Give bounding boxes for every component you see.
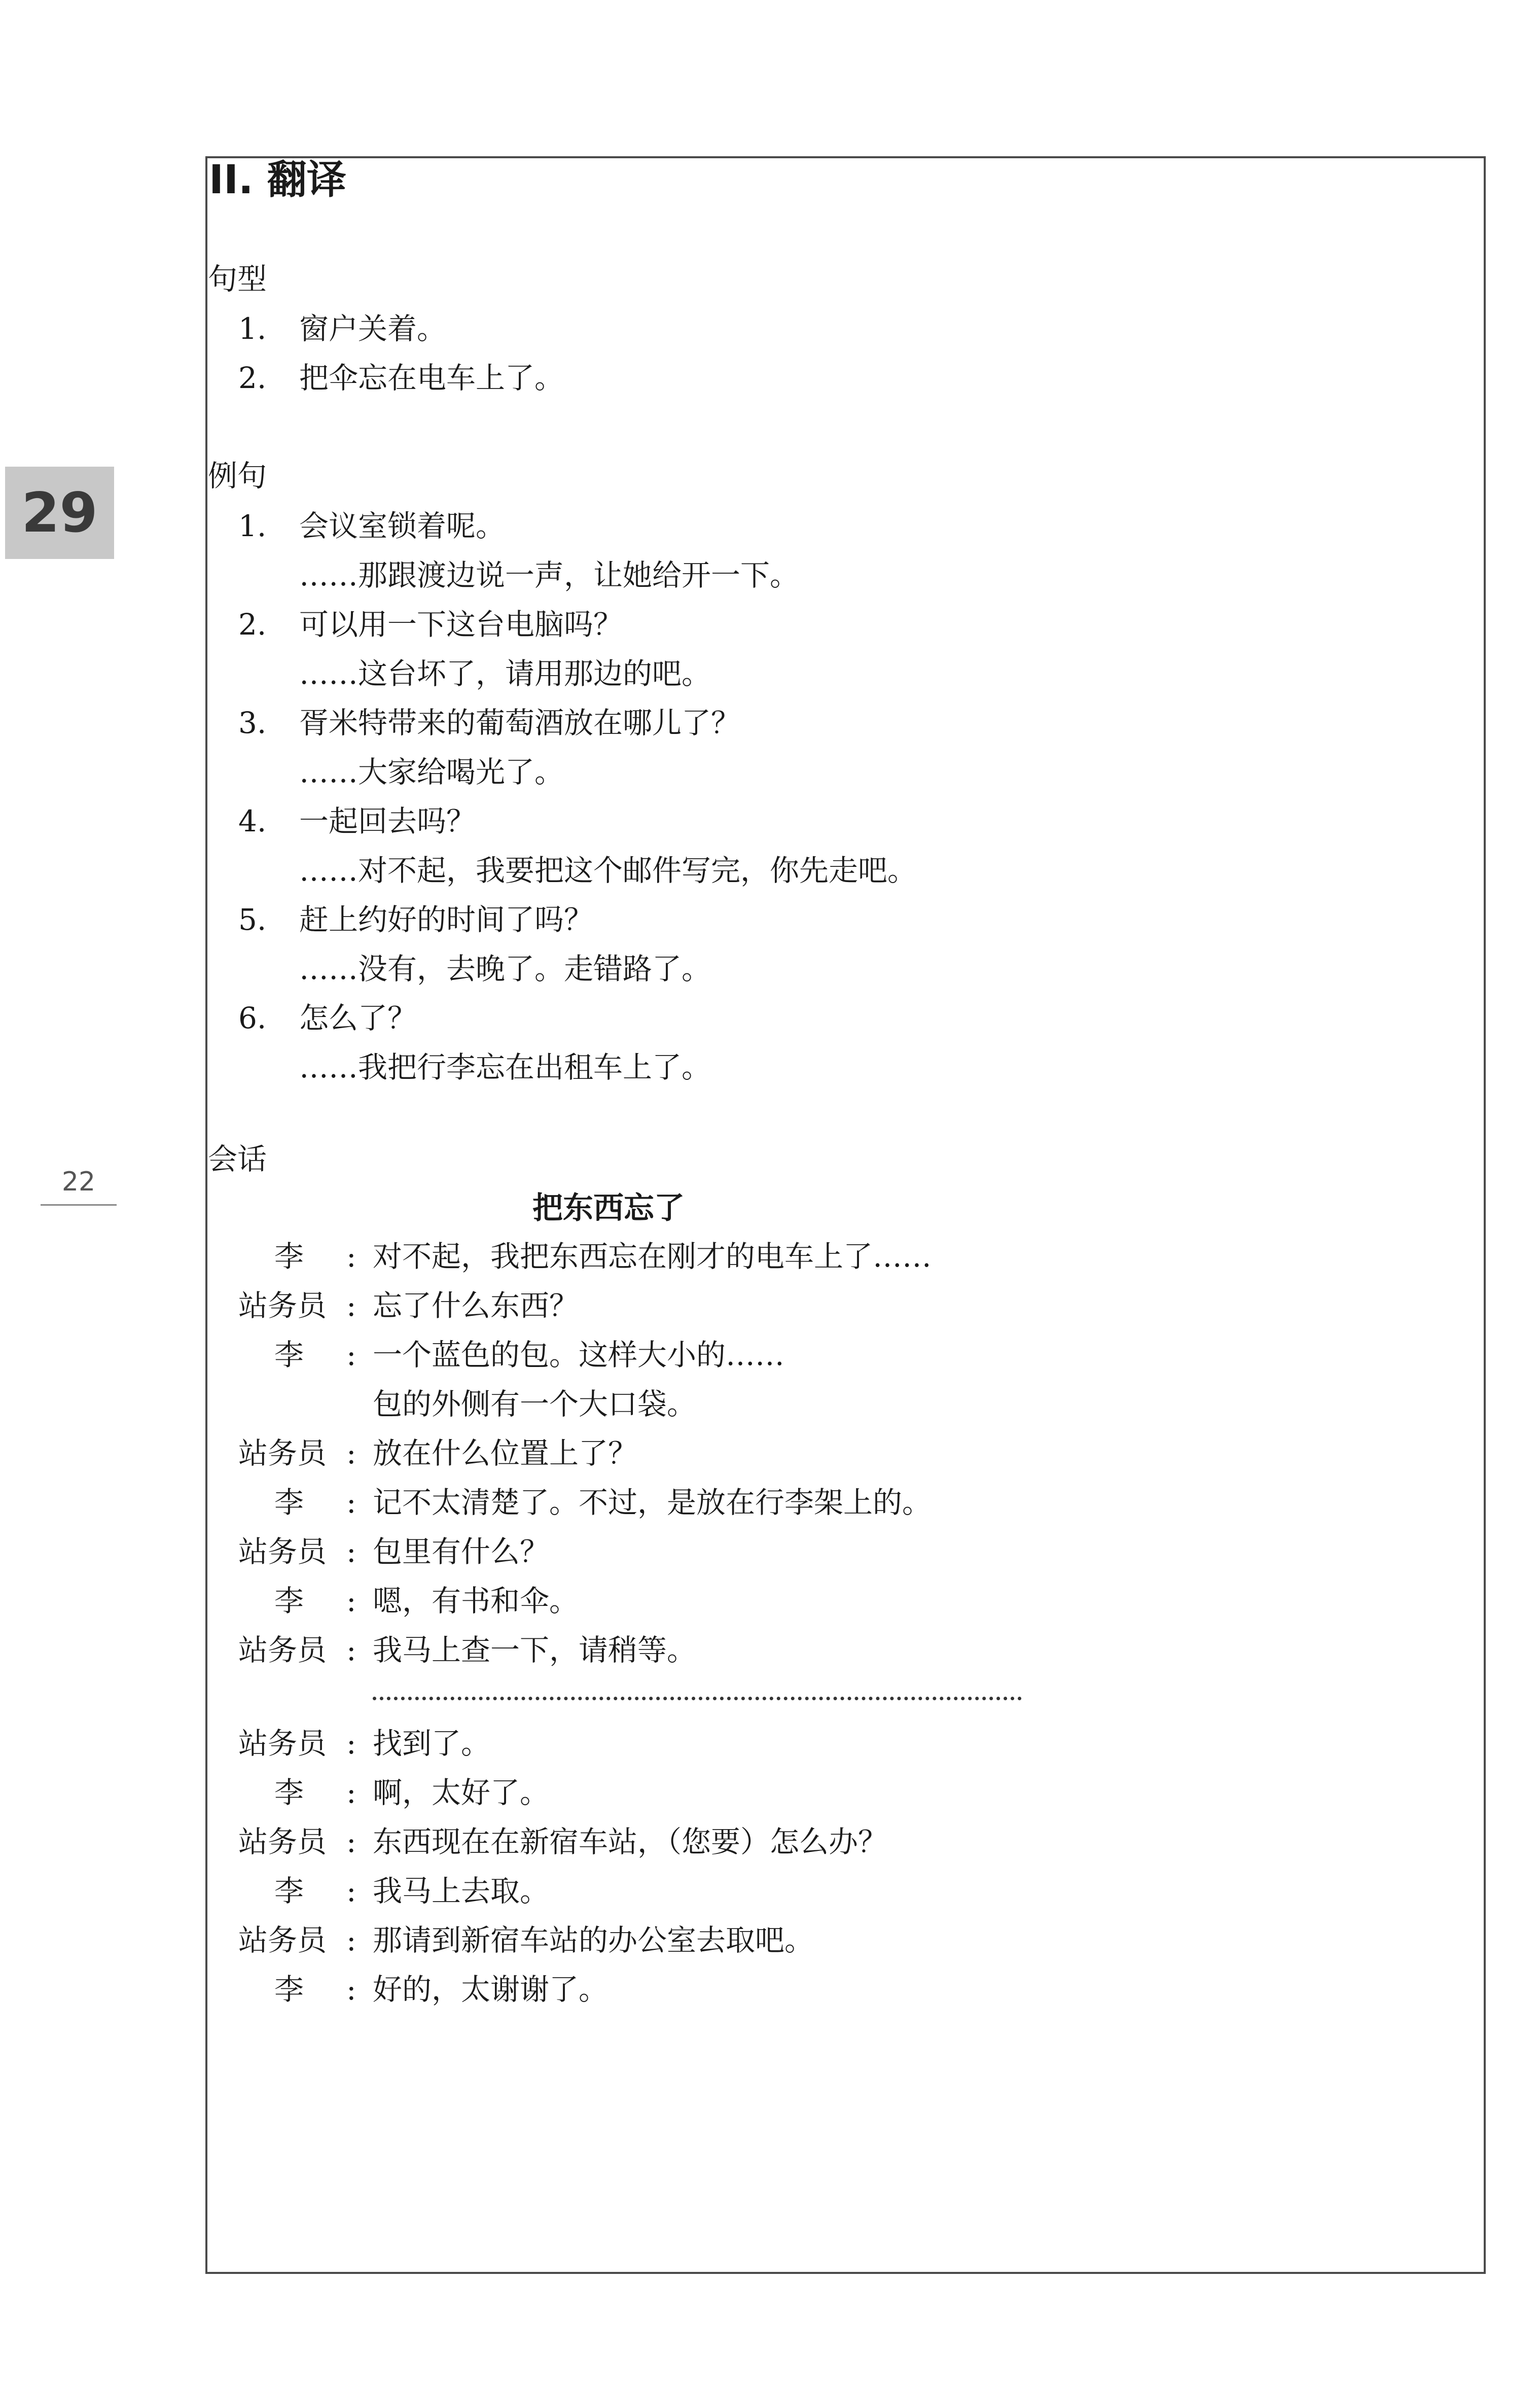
- dialogue-line: 我马上去取。: [373, 1874, 550, 1908]
- example-question: 可以用一下这台电脑吗？: [299, 607, 623, 642]
- speaker-name: 站务员: [238, 1726, 327, 1761]
- speaker-colon: :: [346, 1288, 356, 1323]
- example-number: 2.: [238, 607, 267, 642]
- pattern-number: 2.: [238, 361, 267, 395]
- speaker-name: 李: [274, 1338, 304, 1372]
- speaker-name: 李: [274, 1775, 304, 1810]
- speaker-colon: :: [346, 1726, 356, 1761]
- pattern-sentence: 把伞忘在电车上了。: [299, 361, 564, 395]
- example-answer: ……这台坏了，请用那边的吧。: [299, 656, 711, 691]
- dialogue-line: 放在什么位置上了？: [373, 1436, 638, 1470]
- dialogue-line: 那请到新宿车站的办公室去取吧。: [373, 1923, 814, 1957]
- section-title: II. 翻译: [209, 157, 346, 203]
- speaker-colon: :: [346, 1972, 356, 2007]
- speaker-name: 站务员: [238, 1633, 327, 1667]
- speaker-colon: :: [346, 1825, 356, 1859]
- dialogue-line: 嗯，有书和伞。: [373, 1584, 579, 1618]
- patterns-heading: 句型: [208, 262, 267, 296]
- speaker-name: 站务员: [238, 1534, 327, 1569]
- example-number: 6.: [238, 1001, 267, 1035]
- speaker-name: 站务员: [238, 1436, 327, 1470]
- dialogue-line: 一个蓝色的包。这样大小的……: [373, 1338, 785, 1372]
- speaker-name: 站务员: [238, 1825, 327, 1859]
- speaker-name: 李: [274, 1972, 304, 2007]
- speaker-colon: :: [346, 1584, 356, 1618]
- example-answer: ……我把行李忘在出租车上了。: [299, 1050, 711, 1084]
- speaker-colon: :: [346, 1239, 356, 1274]
- example-number: 5.: [238, 902, 267, 937]
- speaker-colon: :: [346, 1874, 356, 1908]
- dialogue-line: 啊，太好了。: [373, 1775, 550, 1810]
- example-number: 4.: [238, 804, 267, 838]
- example-question: 赶上约好的时间了吗？: [299, 902, 594, 937]
- dialogue-line: 我马上查一下，请稍等。: [373, 1633, 697, 1667]
- conversation-heading: 会话: [208, 1142, 267, 1176]
- pattern-number: 1.: [238, 311, 267, 346]
- speaker-colon: :: [346, 1775, 356, 1810]
- example-answer: ……那跟渡边说一声，让她给开一下。: [299, 558, 800, 592]
- example-answer: ……对不起，我要把这个邮件写完，你先走吧。: [299, 853, 917, 888]
- speaker-name: 李: [274, 1239, 304, 1274]
- example-question: 胥米特带来的葡萄酒放在哪儿了？: [299, 706, 741, 740]
- example-question: 一起回去吗？: [299, 804, 476, 838]
- speaker-colon: :: [346, 1923, 356, 1957]
- speaker-name: 李: [274, 1874, 304, 1908]
- dialogue-line: 东西现在在新宿车站，（您要）怎么办？: [373, 1825, 888, 1859]
- speaker-colon: :: [346, 1338, 356, 1372]
- examples-heading: 例句: [208, 459, 267, 493]
- dialogue-line: 对不起，我把东西忘在刚才的电车上了……: [373, 1239, 932, 1274]
- example-answer: ……大家给喝光了。: [299, 755, 564, 789]
- speaker-colon: :: [346, 1633, 356, 1667]
- example-answer: ……没有，去晚了。走错路了。: [299, 952, 711, 986]
- example-number: 3.: [238, 706, 267, 740]
- dialogue-line: 记不太清楚了。不过，是放在行李架上的。: [373, 1485, 932, 1520]
- example-question: 会议室锁着呢。: [299, 509, 506, 543]
- dotted-separator: [373, 1697, 1022, 1700]
- speaker-colon: :: [346, 1485, 356, 1520]
- dialogue-line: 包里有什么？: [373, 1534, 550, 1569]
- speaker-name: 站务员: [238, 1923, 327, 1957]
- dialogue-line-continued: 包的外侧有一个大口袋。: [373, 1387, 697, 1421]
- dialogue-title: 把东西忘了: [532, 1190, 685, 1226]
- dialogue-line: 忘了什么东西？: [373, 1288, 579, 1323]
- pattern-sentence: 窗户关着。: [299, 311, 447, 346]
- lesson-number-tab: 29: [5, 467, 114, 559]
- speaker-colon: :: [346, 1436, 356, 1470]
- example-number: 1.: [238, 509, 267, 543]
- dialogue-line: 好的，太谢谢了。: [373, 1972, 608, 2007]
- example-question: 怎么了？: [299, 1001, 417, 1035]
- speaker-colon: :: [346, 1534, 356, 1569]
- speaker-name: 站务员: [238, 1288, 327, 1323]
- speaker-name: 李: [274, 1584, 304, 1618]
- page-number: 22: [41, 1167, 117, 1206]
- dialogue-line: 找到了。: [373, 1726, 491, 1761]
- speaker-name: 李: [274, 1485, 304, 1520]
